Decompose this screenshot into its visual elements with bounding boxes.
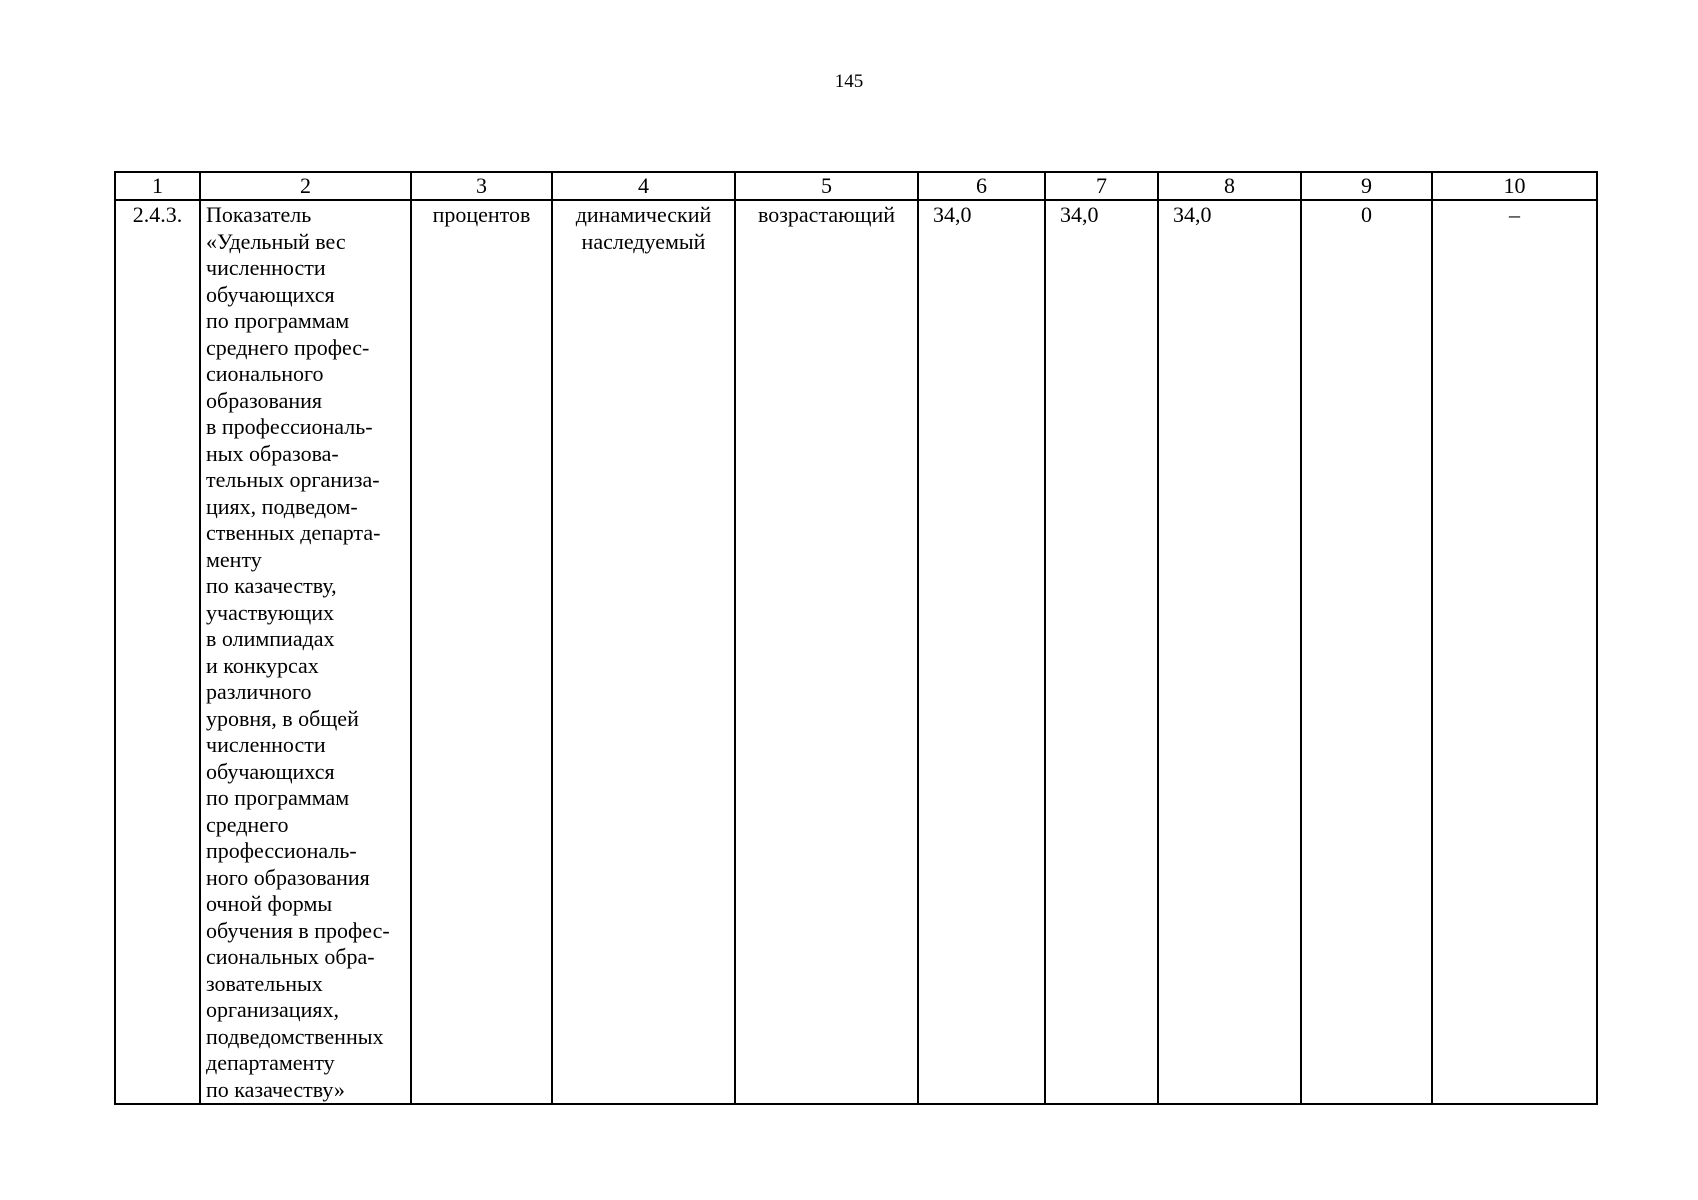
indicator-name-line: участвующих [206,599,334,625]
indicator-name-line: ственных департа- [206,520,381,545]
indicator-name-line: и конкурсах [206,652,319,678]
column-header: 1 [115,172,200,200]
row-number: 2.4.3. [115,200,200,1104]
indicator-name-line: профессиональ- [206,838,357,863]
column-header: 9 [1301,172,1432,200]
indicator-name-line: численности [206,255,326,280]
indicator-name-line: в профессиональ- [206,414,373,439]
indicator-name-line: «Удельный вес [206,228,346,254]
indicator-name-line: циях, подведом- [206,493,358,519]
indicator-name [200,200,411,1104]
indicator-name-line: обучения в профес- [206,917,390,943]
indicator-name-line: по программам [206,785,350,810]
value-col-9: 0 [1301,200,1432,1104]
table-row [115,200,1597,1104]
page-number: 145 [834,71,864,92]
column-header: 6 [918,172,1045,200]
indicator-name-line: численности [206,732,326,757]
column-header: 7 [1045,172,1158,200]
indicator-name-line: образования [206,387,323,413]
column-header: 5 [735,172,918,200]
indicator-name-line: по программам [206,308,350,333]
indicator-name-line: среднего [206,811,289,837]
indicator-name-line: организациях, [206,997,339,1022]
indicator-name-line: зовательных [206,970,323,996]
indicator-type-line: динамический [575,202,712,227]
indicator-name-line: департаменту [206,1050,335,1075]
indicator-name-line: в олимпиадах [206,626,335,651]
value-col-8: 34,0 [1158,200,1301,1104]
indicator-name-line: уровня, в общей [206,705,359,731]
column-header: 8 [1158,172,1301,200]
column-header: 2 [200,172,411,200]
indicator-name-line: подведомственных [206,1023,384,1049]
indicator-name-line: сиональных обра- [206,944,375,969]
indicator-type-line: наследуемый [581,228,706,254]
indicator-name-line: среднего профес- [206,334,370,360]
indicator-name-line: по казачеству» [206,1076,345,1102]
indicator-name-line: тельных организа- [206,467,380,492]
indicator-name-line: менту [206,546,262,572]
indicator-type [552,200,735,1104]
column-header: 3 [411,172,552,200]
indicator-name-line: сионального [206,361,324,386]
indicator-name-line: Показатель [206,202,312,227]
indicator-name-line: различного [206,679,312,704]
value-col-7: 34,0 [1045,200,1158,1104]
unit-cell: процентов [411,200,552,1104]
column-header: 4 [552,172,735,200]
value-col-6: 34,0 [918,200,1045,1104]
value-col-10: – [1432,200,1597,1104]
indicator-name-line: ного образования [206,864,370,890]
indicator-name-line: очной формы [206,891,333,916]
table-header-row [115,172,1597,200]
indicator-name-line: обучающихся [206,758,335,784]
indicator-name-line: ных образова- [206,440,339,466]
indicator-name-line: обучающихся [206,281,335,307]
indicator-table [114,171,1598,1105]
direction-cell: возрастающий [735,200,918,1104]
indicator-name-line: по казачеству, [206,573,337,598]
column-header: 10 [1432,172,1597,200]
